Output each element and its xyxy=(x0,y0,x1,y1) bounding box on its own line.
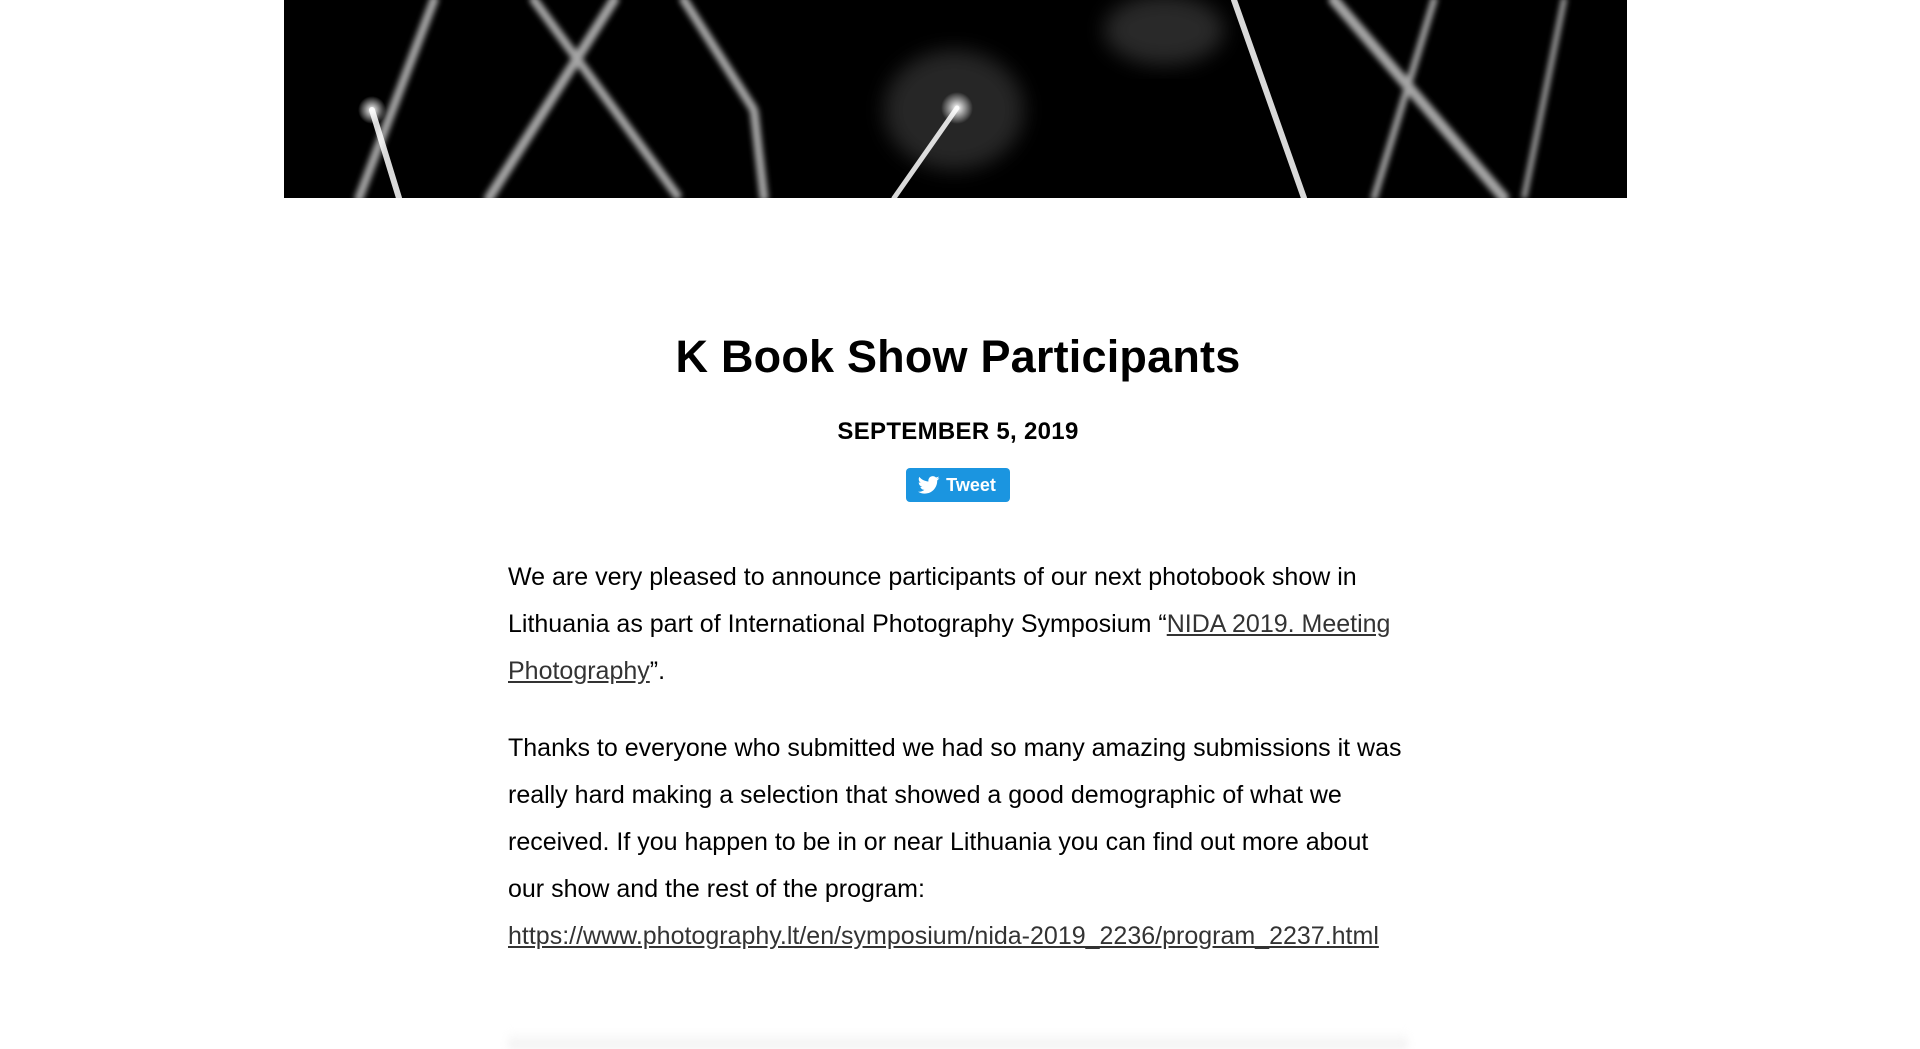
tweet-label: Tweet xyxy=(946,474,996,495)
program-link[interactable]: https://www.photography.lt/en/symposium/nida-2019_2236/program_2237.html xyxy=(508,922,1379,950)
tweet-button[interactable] xyxy=(906,468,1010,502)
nida-2019-link[interactable]: NIDA 2019. Meeting Photography xyxy=(508,610,1391,685)
post-title: K Book Show Participants xyxy=(675,331,1241,382)
twitter-bird-icon xyxy=(918,476,940,494)
header-image xyxy=(284,0,1627,198)
paragraph-intro-text: We are very pleased to announce participants of our next photobook show in Lithuania as part of International Photography Symposium “ xyxy=(508,563,1357,638)
paragraph-intro xyxy=(508,554,1408,695)
fireworks-image xyxy=(284,0,1627,198)
article xyxy=(508,330,1408,990)
paragraph-thanks xyxy=(508,725,1408,960)
post-date: SEPTEMBER 5, 2019 xyxy=(837,418,1079,445)
bottom-shadow xyxy=(508,1030,1408,1049)
post-body xyxy=(508,554,1408,960)
paragraph-intro-end: ”. xyxy=(649,657,666,685)
share-bar xyxy=(508,468,1408,502)
paragraph-thanks-text: Thanks to everyone who submitted we had so many amazing submissions it was really hard making a selection that showed a good demographic of what we received. If you happen to be in or near Lithuania you can find out more about our show and the rest of the program: xyxy=(508,734,1402,903)
